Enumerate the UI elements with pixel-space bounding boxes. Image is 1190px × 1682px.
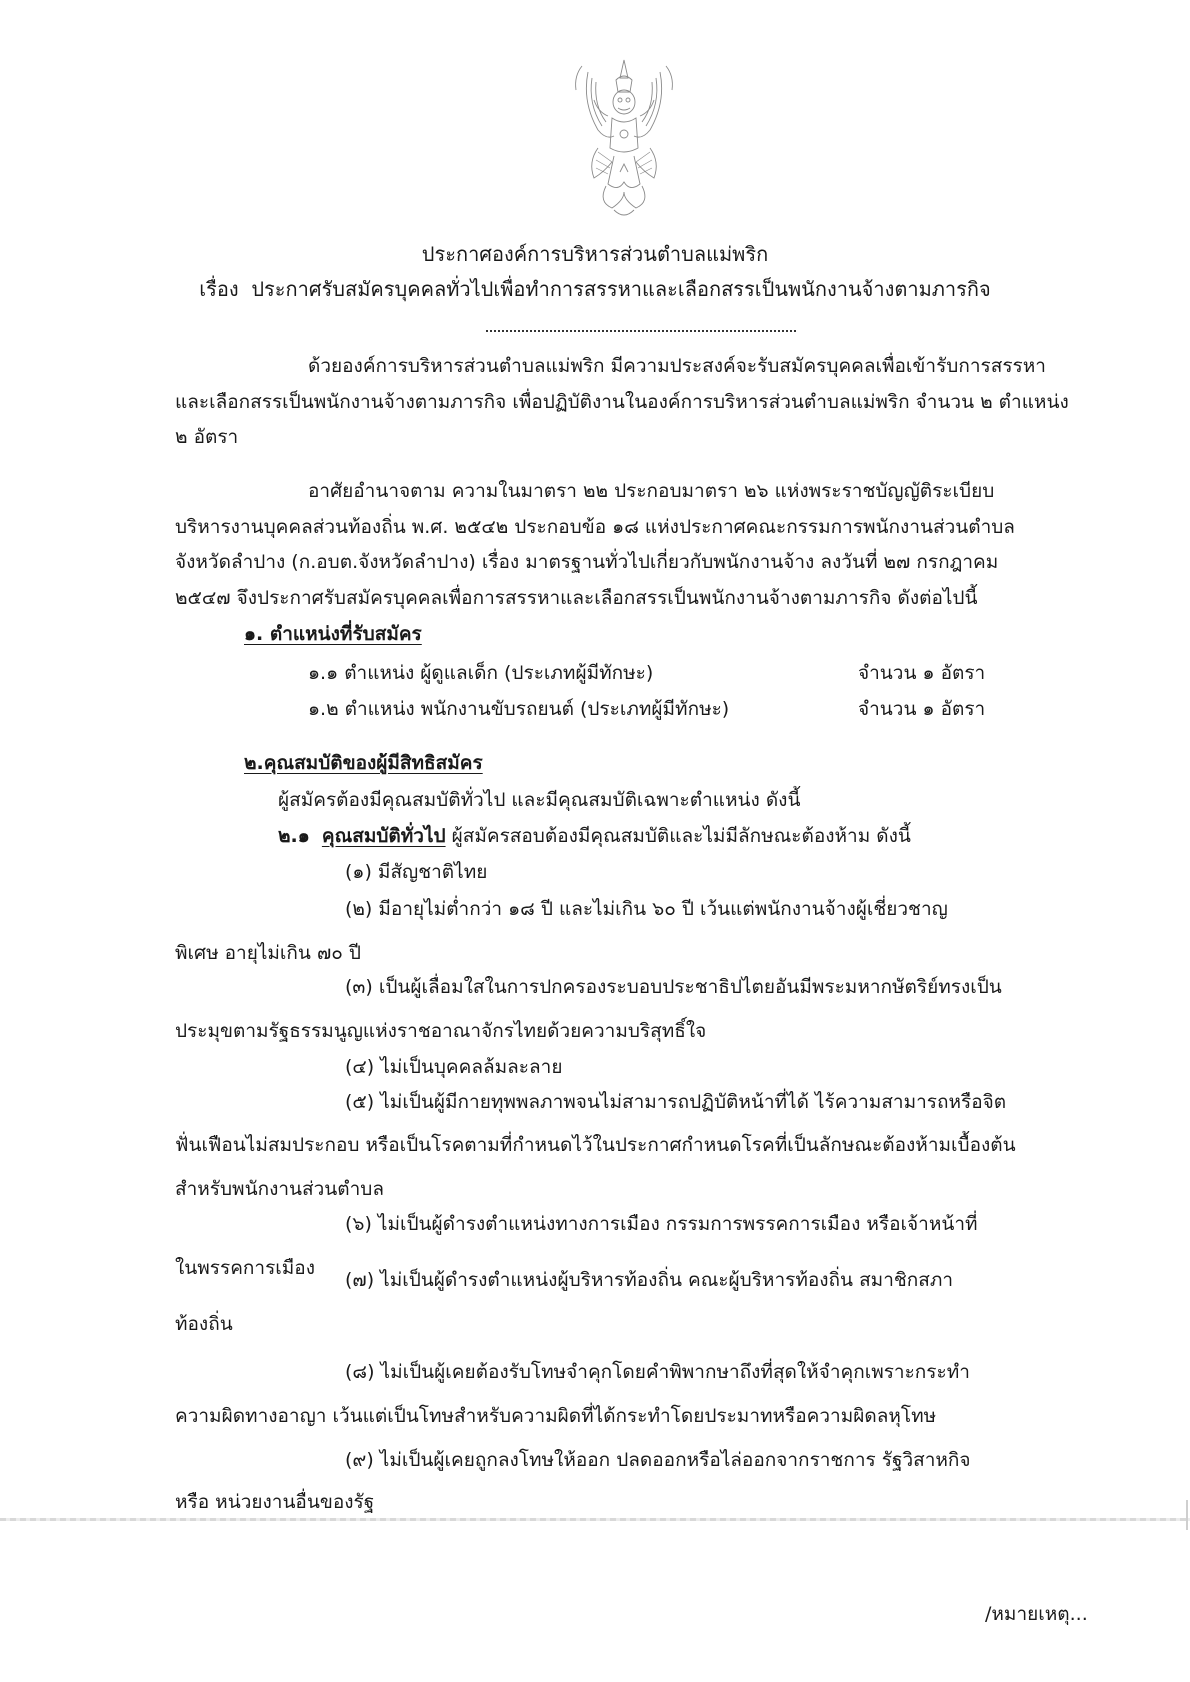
intro-p2-line2: บริหารงานบุคคลส่วนท้องถิ่น พ.ศ. ๒๕๔๒ ประกอบข้อ ๑๘ แห่งประกาศคณะกรรมการพนักงานส่วนตำบล — [175, 516, 1015, 538]
section2-1-heading: คุณสมบัติทั่วไป — [321, 825, 446, 847]
page-separator — [0, 1518, 1190, 1521]
section2-1-number: ๒.๑ — [278, 825, 310, 847]
qualification-1: (๑) มีสัญชาติไทย — [345, 861, 488, 883]
section2-1-text: ผู้สมัครสอบต้องมีคุณสมบัติและไม่มีลักษณะต้องห้าม ดังนี้ — [451, 825, 911, 847]
qualification-8-line2: ความผิดทางอาญา เว้นแต่เป็นโทษสำหรับความผิดที่ได้กระทำโดยประมาทหรือความผิดลหุโทษ — [175, 1405, 937, 1427]
qualification-4: (๔) ไม่เป็นบุคคลล้มละลาย — [345, 1056, 563, 1078]
document-subject — [0, 277, 1190, 301]
qualification-8-line1: (๘) ไม่เป็นผู้เคยต้องรับโทษจำคุกโดยคำพิพากษาถึงที่สุดให้จำคุกเพราะกระทำ — [345, 1361, 970, 1383]
intro-p2-line1: อาศัยอำนาจตาม ความในมาตรา ๒๒ ประกอบมาตรา ๒๖ แห่งพระราชบัญญัติระเบียบ — [308, 480, 995, 502]
subject-label: เรื่อง — [199, 277, 239, 301]
qualification-7-line1: (๗) ไม่เป็นผู้ดำรงตำแหน่งผู้บริหารท้องถิ่น คณะผู้บริหารท้องถิ่น สมาชิกสภา — [345, 1269, 954, 1291]
qualification-3-line1: (๓) เป็นผู้เลื่อมใสในการปกครองระบอบประชาธิปไตยอันมีพระมหากษัตริย์ทรงเป็น — [345, 976, 1002, 998]
section2-intro: ผู้สมัครต้องมีคุณสมบัติทั่วไป และมีคุณสมบัติเฉพาะตำแหน่ง ดังนี้ — [278, 789, 801, 811]
qualification-5-line2: ฟั่นเฟือนไม่สมประกอบ หรือเป็นโรคตามที่กำหนดไว้ในประกาศกำหนดโรคที่เป็นลักษณะต้องห้ามเบื้องต้น — [175, 1134, 1016, 1156]
position-2-count: จำนวน ๑ อัตรา — [858, 698, 986, 720]
position-1-count: จำนวน ๑ อัตรา — [858, 662, 986, 684]
intro-p1-line3: ๒ อัตรา — [175, 426, 239, 448]
subject-text: ประกาศรับสมัครบุคคลทั่วไปเพื่อทำการสรรหาและเลือกสรรเป็นพนักงานจ้างตามภารกิจ — [251, 277, 991, 301]
qualification-6-line2: ในพรรคการเมือง — [175, 1257, 315, 1279]
position-2-label: ๑.๒ ตำแหน่ง พนักงานขับรถยนต์ (ประเภทผู้มีทักษะ) — [308, 698, 730, 720]
section2-heading: ๒.คุณสมบัติของผู้มีสิทธิสมัคร — [244, 752, 483, 774]
intro-p1-line1: ด้วยองค์การบริหารส่วนตำบลแม่พริก มีความประสงค์จะรับสมัครบุคคลเพื่อเข้ารับการสรรหา — [308, 355, 1046, 377]
document-title: ประกาศองค์การบริหารส่วนตำบลแม่พริก — [421, 242, 769, 266]
qualification-2-line1: (๒) มีอายุไม่ต่ำกว่า ๑๘ ปี และไม่เกิน ๖๐ ปี เว้นแต่พนักงานจ้างผู้เชี่ยวชาญ — [345, 898, 948, 920]
page-edge-mark — [1186, 1500, 1188, 1530]
qualification-2-line2: พิเศษ อายุไม่เกิน ๗๐ ปี — [175, 942, 361, 964]
qualification-5-line3: สำหรับพนักงานส่วนตำบล — [175, 1178, 384, 1200]
garuda-emblem-icon — [568, 52, 680, 224]
section1-heading: ๑. ตำแหน่งที่รับสมัคร — [244, 623, 422, 645]
position-1-label: ๑.๑ ตำแหน่ง ผู้ดูแลเด็ก (ประเภทผู้มีทักษะ) — [308, 662, 654, 684]
intro-p2-line3: จังหวัดลำปาง (ก.อบต.จังหวัดลำปาง) เรื่อง มาตรฐานทั่วไปเกี่ยวกับพนักงานจ้าง ลงวันที่ ๒๗ กรกฎาคม — [175, 551, 999, 573]
qualification-9-line2: หรือ หน่วยงานอื่นของรัฐ — [175, 1491, 375, 1513]
qualification-3-line2: ประมุขตามรัฐธรรมนูญแห่งราชอาณาจักรไทยด้วยความบริสุทธิ์ใจ — [175, 1020, 707, 1042]
continuation-note: /หมายเหตุ... — [985, 1603, 1088, 1625]
intro-p1-line2: และเลือกสรรเป็นพนักงานจ้างตามภารกิจ เพื่อปฏิบัติงานในองค์การบริหารส่วนตำบลแม่พริก จำนวน ๒ ตำแหน่ง — [175, 391, 1069, 413]
qualification-5-line1: (๕) ไม่เป็นผู้มีกายทุพพลภาพจนไม่สามารถปฏิบัติหน้าที่ได้ ไร้ความสามารถหรือจิต — [345, 1091, 1007, 1113]
header-divider — [486, 330, 796, 332]
section2-1-line — [278, 824, 911, 848]
qualification-7-line2: ท้องถิ่น — [175, 1313, 233, 1335]
qualification-9-line1: (๙) ไม่เป็นผู้เคยถูกลงโทษให้ออก ปลดออกหรือไล่ออกจากราชการ รัฐวิสาหกิจ — [345, 1449, 971, 1471]
qualification-6-line1: (๖) ไม่เป็นผู้ดำรงตำแหน่งทางการเมือง กรรมการพรรคการเมือง หรือเจ้าหน้าที่ — [345, 1213, 978, 1235]
intro-p2-line4: ๒๕๔๗ จึงประกาศรับสมัครบุคคลเพื่อการสรรหาและเลือกสรรเป็นพนักงานจ้างตามภารกิจ ดังต่อไปนี้ — [175, 587, 978, 609]
